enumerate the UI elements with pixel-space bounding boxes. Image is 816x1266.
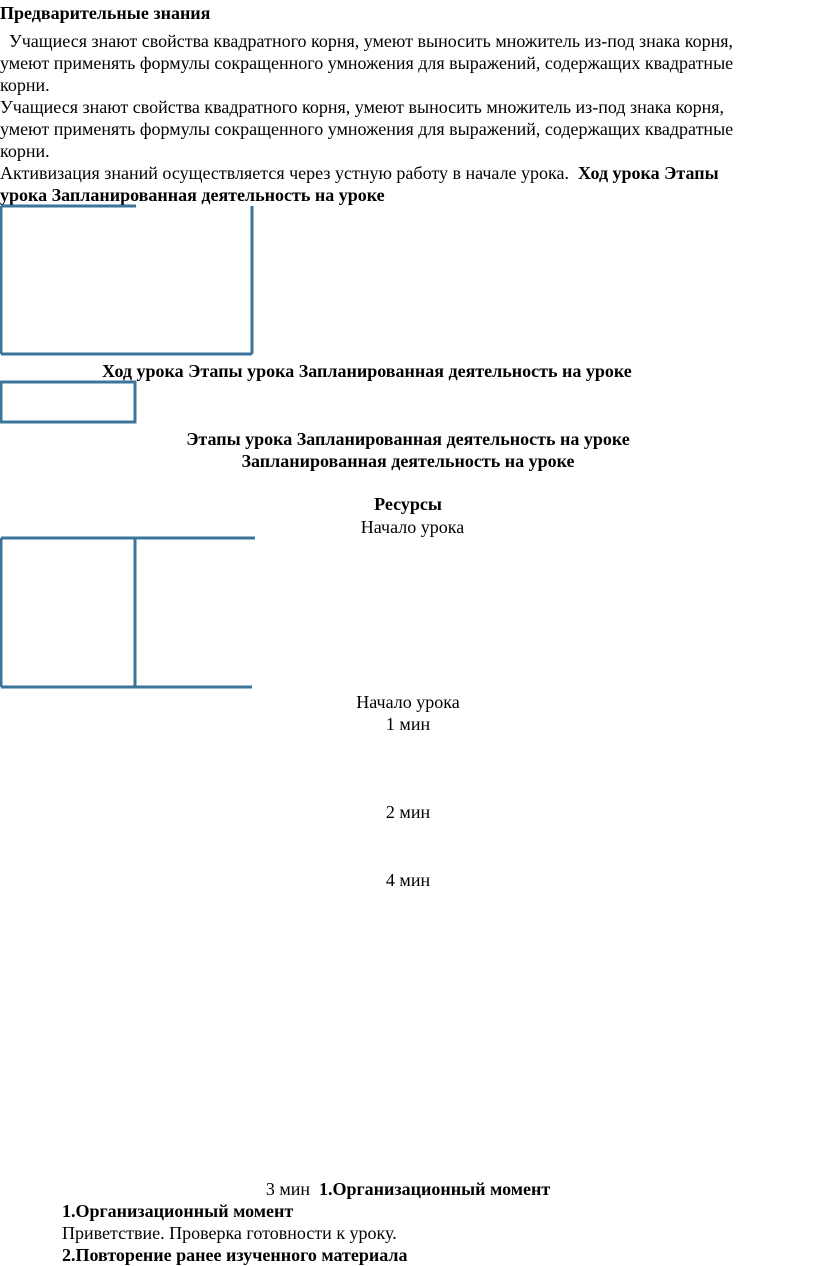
time-3: 4 мин [385, 870, 431, 890]
org-moment-heading: 1.Организационный момент [62, 1201, 294, 1221]
greeting-text: Приветствие. Проверка готовности к уроку. [62, 1223, 397, 1243]
start-lesson-label: Начало урока [356, 692, 460, 712]
time-1: 1 мин [385, 714, 431, 734]
stages-header-row-2: Ход урока Этапы урока Запланированная деятельность на уроке [102, 361, 632, 381]
time-2: 2 мин [385, 802, 431, 822]
activation-line-2: урока Запланированная деятельность на уроке [0, 185, 385, 205]
stages-header-row-3: Этапы урока Запланированная деятельность на уроке [186, 429, 630, 449]
paragraph-1-line-3: корни. [0, 75, 50, 95]
paragraph-2-line-2: умеют применять формулы сокращенного умножения для выражений, содержащих квадратные [0, 119, 734, 139]
border-line [1, 382, 135, 422]
paragraph-2-line-1: Учащиеся знают свойства квадратного корня, умеют выносить множитель из-под знака корня, [0, 97, 724, 117]
paragraph-1-line-1: Учащиеся знают свойства квадратного корня, умеют выносить множитель из-под знака корня, [9, 31, 733, 51]
section-heading: Предварительные знания [0, 3, 211, 23]
stages-header-row-4: Запланированная деятельность на уроке [241, 451, 575, 471]
resources-heading: Ресурсы [374, 494, 442, 514]
paragraph-2-line-3: корни. [0, 141, 50, 161]
repeat-heading: 2.Повторение ранее изученного материала [62, 1245, 408, 1265]
activation-line: Активизация знаний осуществляется через устную работу в начале урока. Ход урока Этапы [0, 163, 719, 183]
start-glyph-line: Начало урока [360, 517, 465, 537]
time-4-line: 3 мин 1.Организационный момент [265, 1179, 551, 1199]
paragraph-1-line-2: умеют применять формулы сокращенного умножения для выражений, содержащих квадратные [0, 53, 734, 73]
